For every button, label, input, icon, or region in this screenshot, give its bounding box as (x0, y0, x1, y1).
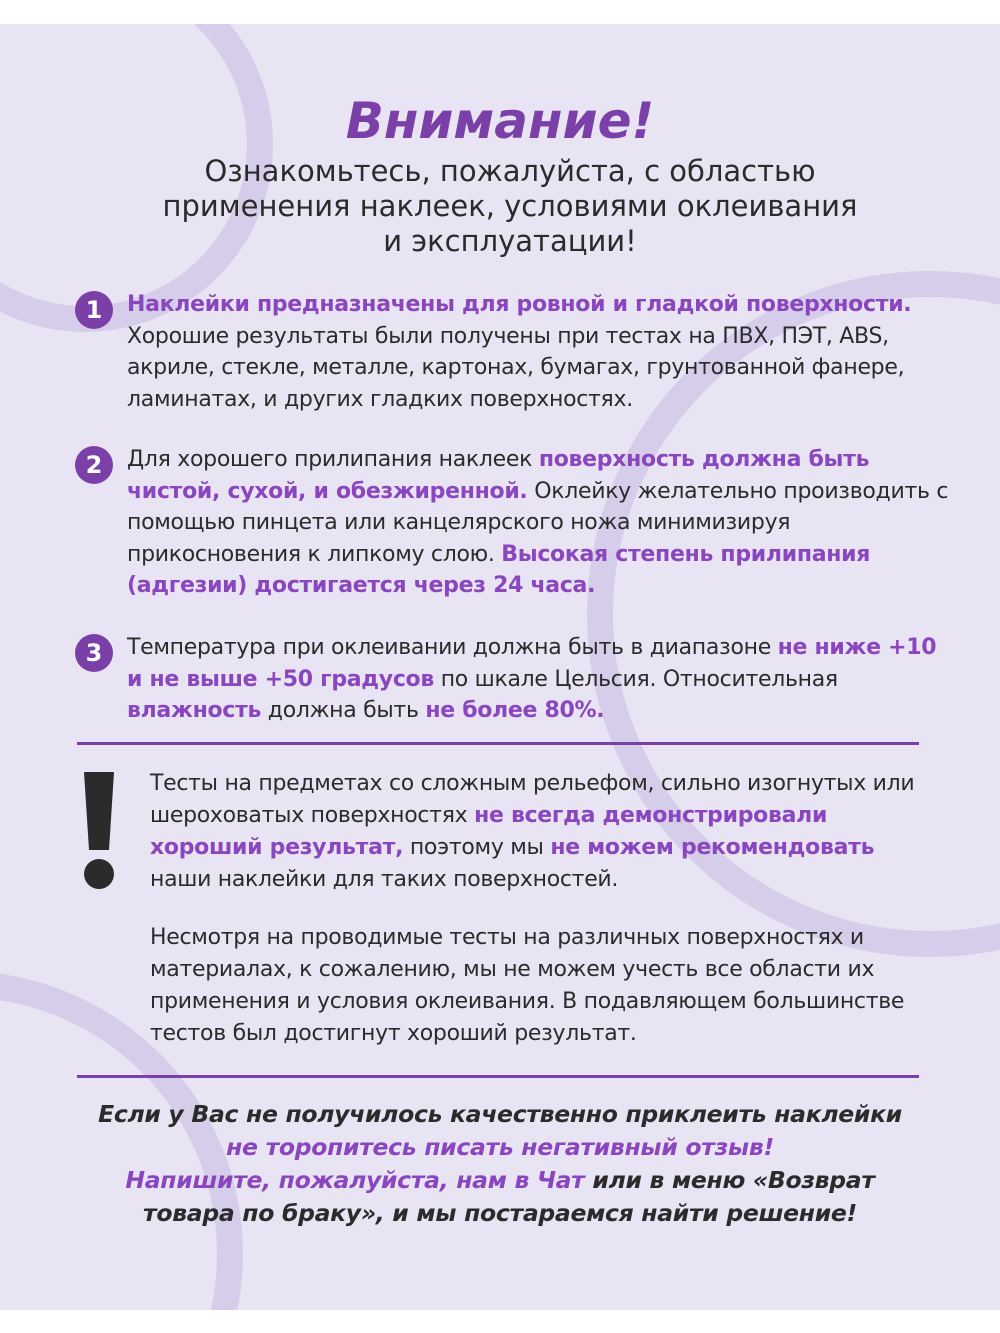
item-text (127, 444, 957, 602)
warning-paragraph-2: Несмотря на проводимые тесты на различных поверхностях и материалах, к сожалению, мы не можем учесть все области их применения и условия оклеивания. В подавляющем большинстве тестов был достигнут хороший результат. (150, 925, 905, 1046)
exclamation-icon (78, 772, 120, 892)
page-subtitle: Ознакомьтесь, пожалуйста, с областью применения наклеек, условиями оклеивания и эксплуатации! (162, 154, 858, 258)
warning-highlight: не всегда демонстрировали хороший результат, (150, 803, 828, 860)
warning-text-segment: поэтому мы (403, 835, 551, 860)
warning-text-segment: наши наклейки для таких поверхностей. (150, 867, 619, 892)
item-text (127, 632, 957, 727)
item-highlight: не ниже +10 и не выше +50 градусов (127, 635, 937, 692)
item-text-segment: Температура при оклеивании должна быть в диапазоне (127, 635, 778, 660)
footer-text-segment: или в меню «Возврат товара по браку», и мы постараемся найти решение! (143, 1166, 875, 1227)
footer-line-1: Если у Вас не получилось качественно приклеить наклейки (98, 1100, 902, 1128)
footer-line-2: не торопитесь писать негативный отзыв! (226, 1133, 774, 1161)
footer-chat-highlight: Напишите, пожалуйста, нам в Чат (125, 1166, 585, 1194)
divider-top (77, 742, 919, 745)
warning-text-segment: Тесты на предметах со сложным рельефом, сильно изогнутых или шероховатых поверхностях (150, 771, 915, 828)
item-highlight: влажность (127, 698, 262, 723)
item-highlight: поверхность должна быть чистой, сухой, и обезжиренной. (127, 447, 870, 504)
item-text-segment: Для хорошего прилипания наклеек (127, 447, 539, 472)
page-title: Внимание! (345, 92, 655, 150)
footer-note (90, 1098, 910, 1230)
item-text-segment: по шкале Цельсия. Относительная (434, 666, 838, 692)
item-text-segment: Хорошие результаты были получены при тестах на ПВХ, ПЭТ, ABS, акриле, стекле, металле, картонах, бумагах, грунтованной фанере, ламинатах, и других гладких поверхностях. (127, 323, 905, 412)
item-number-badge: 2 (75, 446, 113, 484)
item-highlight: Наклейки предназначены для ровной и гладкой поверхности. (127, 292, 912, 317)
item-highlight: не более 80%. (425, 698, 605, 723)
divider-bottom (77, 1075, 919, 1078)
warning-highlight: не можем рекомендовать (550, 835, 875, 860)
warning-paragraph-1 (150, 768, 940, 896)
item-number-badge: 3 (75, 634, 113, 672)
item-text-segment: должна быть (261, 698, 426, 723)
footer-line-3 (90, 1164, 910, 1230)
item-highlight: Высокая степень прилипания (адгезии) достигается через 24 часа. (127, 541, 871, 598)
info-card (0, 24, 1000, 1310)
item-number-badge: 1 (75, 291, 113, 329)
item-text (127, 289, 957, 415)
item-text-segment: Оклейку желательно производить с помощью пинцета или канцелярского ножа минимизируя прикосновения к липкому слою. (127, 478, 949, 567)
